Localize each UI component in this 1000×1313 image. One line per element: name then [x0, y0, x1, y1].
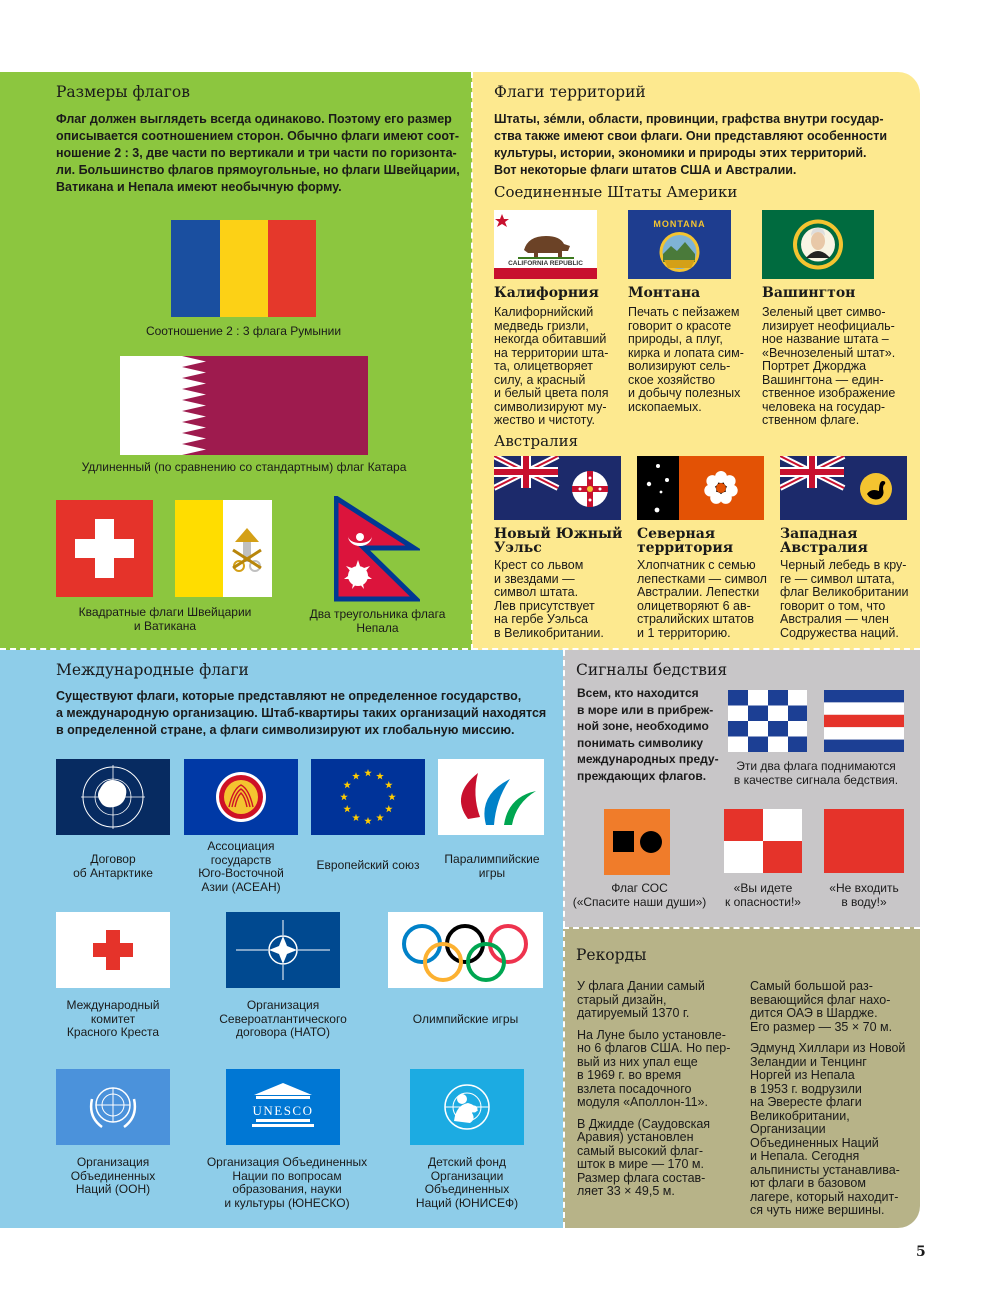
nato-caption: Организация Североатлантического договора (НАТО): [219, 998, 347, 1039]
unesco-caption: Организация Объединенных Нации по вопросам образования, науки и культуры (ЮНЕСКО): [206, 1155, 368, 1210]
olympic-caption: Олимпийские игры: [412, 1012, 519, 1026]
wa-name: Западная Австралия: [780, 526, 868, 556]
danger-flag: [724, 809, 802, 873]
western-australia-flag: [780, 456, 907, 520]
eu-caption: Европейский союз: [316, 858, 420, 872]
romania-flag: [171, 220, 316, 317]
nsw-flag: [494, 456, 621, 520]
montana-text: Печать с пейзажем говорит о красоте природы, а плуг, кирка и лопата сим- волизируют сель- ское хозяйство и добычу полезных ископаемых.: [628, 305, 744, 414]
red-cross-flag: [56, 912, 170, 988]
sos-caption: Флаг СОС («Спасите наши души»): [572, 881, 707, 909]
sos-flag: [604, 809, 670, 875]
page-number: 5: [916, 1244, 926, 1260]
signal-flag-c: [824, 690, 904, 752]
vatican-flag: [175, 500, 272, 597]
nt-text: Хлопчатник с семью лепестками — символ Австралии. Лепестки олицетворяют 6 ав- стралийских штатов и 1 территорию.: [637, 558, 767, 640]
usa-subtitle: Соединенные Штаты Америки: [494, 183, 738, 201]
square-flags-caption: Квадратные флаги Швейцарии и Ватикана: [78, 605, 252, 633]
romania-caption: Соотношение 2 : 3 флага Румынии: [145, 324, 342, 338]
paralympic-flag: [438, 759, 544, 835]
danger-caption: «Вы идете к опасности!»: [725, 881, 801, 909]
section-title-sizes: Размеры флагов: [56, 83, 190, 101]
international-intro: Существуют флаги, которые представляют не определенное государство, а международную организацию. Штаб-квартиры таких организаций находятся в определенной стране, а флаги символизируют их глобальную миссию.: [56, 689, 547, 737]
washington-name: Вашингтон: [762, 285, 856, 301]
distress-pair-caption: Эти два флага поднимаются в качестве сигнала бедствия.: [733, 759, 899, 787]
section-title-international: Международные флаги: [56, 661, 249, 679]
california-name: Калифорния: [494, 285, 599, 301]
divider: [0, 648, 920, 650]
qatar-caption: Удлиненный (по сравнению со стандартным) флаг Катара: [81, 460, 407, 474]
washington-text: Зеленый цвет симво- лизирует неофициаль- ное название штата – «Вечнозеленый штат». Портрет Джорджа Вашингтона — един- ственное изображение человека на государ- ственном флаге.: [762, 305, 896, 427]
records-column-2: Самый большой раз- вевающийся флаг нахо- дится ОАЭ в Шардже. Его размер — 35 × 70 м. Эдмунд Хиллари из Новой Зеландии и Тенцинг Норгей из Непала в 1953 г. водрузили на Эвересте флаги Великобритании, Организации Объединенных Наций и Непала. Сегодня альпинисты устанавлива- ют флаги в базовом лагере, который находит- ся чуть ниже вершины.: [750, 979, 906, 1217]
section-title-distress: Сигналы бедствия: [576, 661, 728, 679]
nt-name: Северная территория: [637, 526, 734, 556]
unesco-flag-text: UNESCO: [252, 1103, 314, 1118]
wa-text: Черный лебедь в кру- ге — символ штата, флаг Великобритании говорит о том, что Австралия — член Содружества наций.: [780, 558, 909, 640]
signal-flag-n: [728, 690, 807, 752]
distress-intro: Всем, кто находится в море или в прибреж- ной зоне, необходимо понимать символику международных преду- преждающих флагов.: [577, 686, 719, 783]
antarctic-flag: [56, 759, 170, 835]
unicef-caption: Детский фонд Организации Объединенных Наций (ЮНИСЕФ): [415, 1155, 519, 1210]
antarctic-caption: Договор об Антарктике: [73, 852, 153, 880]
california-text: Калифорнийский медведь гризли, некогда обитавший на территории шта- та, олицетворяет силу, а красный и белый цвета поля символизируют му- жество и чистоту.: [494, 305, 609, 427]
divider: [471, 72, 473, 650]
northern-territory-flag: [637, 456, 764, 520]
california-flag: [494, 210, 597, 279]
nepal-caption: Два треугольника флага Непала: [309, 607, 446, 635]
unicef-flag: [410, 1069, 524, 1145]
olympic-flag: [388, 912, 543, 988]
no-water-flag: [824, 809, 904, 873]
nato-flag: [226, 912, 340, 988]
no-water-caption: «Не входить в воду!»: [829, 881, 899, 909]
australia-subtitle: Австралия: [494, 432, 579, 450]
divider: [563, 650, 565, 1228]
asean-flag: [184, 759, 298, 835]
divider: [563, 927, 920, 929]
unesco-flag: [226, 1069, 340, 1145]
un-caption: Организация Объединенных Наций (ООН): [70, 1155, 156, 1196]
eu-flag: [311, 759, 425, 835]
territories-intro: Штаты, зéмли, области, провинции, графства внутри государ- ства также имеют свои флаги. Они представляют особенности культуры, истории, экономики и природы этих территорий. Вот некоторые флаги штатов США и Австралии.: [494, 112, 888, 177]
sizes-intro: Флаг должен выглядеть всегда одинаково. Поэтому его размер описывается соотношением сторон. Обычно флаги имеют соот- ношение 2 : 3, две части по вертикали и три части по горизонта- ли. Большинство флагов прямоугольные, но флаги Швейцарии, Ватикана и Непала имеют необычную форму.: [56, 112, 460, 194]
nsw-text: Крест со львом и звездами — символ штата. Лев присутствует на гербе Уэльса в Великобритании.: [494, 558, 604, 640]
washington-flag: [762, 210, 874, 279]
paralympic-caption: Паралимпийские игры: [444, 852, 540, 880]
asean-caption: Ассоциация государств Юго-Восточной Азии (АСЕАН): [198, 839, 284, 894]
un-flag: [56, 1069, 170, 1145]
nepal-flag: [334, 496, 420, 602]
switzerland-flag: [56, 500, 153, 597]
montana-name: Монтана: [628, 285, 701, 301]
nsw-name: Новый Южный Уэльс: [494, 526, 623, 556]
section-title-territories: Флаги территорий: [494, 83, 646, 101]
red-cross-caption: Международный комитет Красного Креста: [66, 998, 160, 1039]
qatar-flag: [120, 356, 368, 455]
section-title-records: Рекорды: [576, 946, 647, 964]
california-flag-text: CALIFORNIA REPUBLIC: [508, 260, 583, 267]
montana-flag-text: MONTANA: [653, 219, 706, 229]
montana-flag: [628, 210, 731, 279]
records-column-1: У флага Дании самый старый дизайн, датируемый 1370 г. На Луне было установле- но 6 флагов США. Но пер- вый из них упал еще в 1969 г. во время взлета посадочного модуля «Аполлон-11». В Джидде (Саудовская Аравия) установлен самый высокий флаг- шток в мире — 170 м. Размер флага состав- ляет 33 × 49,5 м.: [577, 979, 731, 1198]
